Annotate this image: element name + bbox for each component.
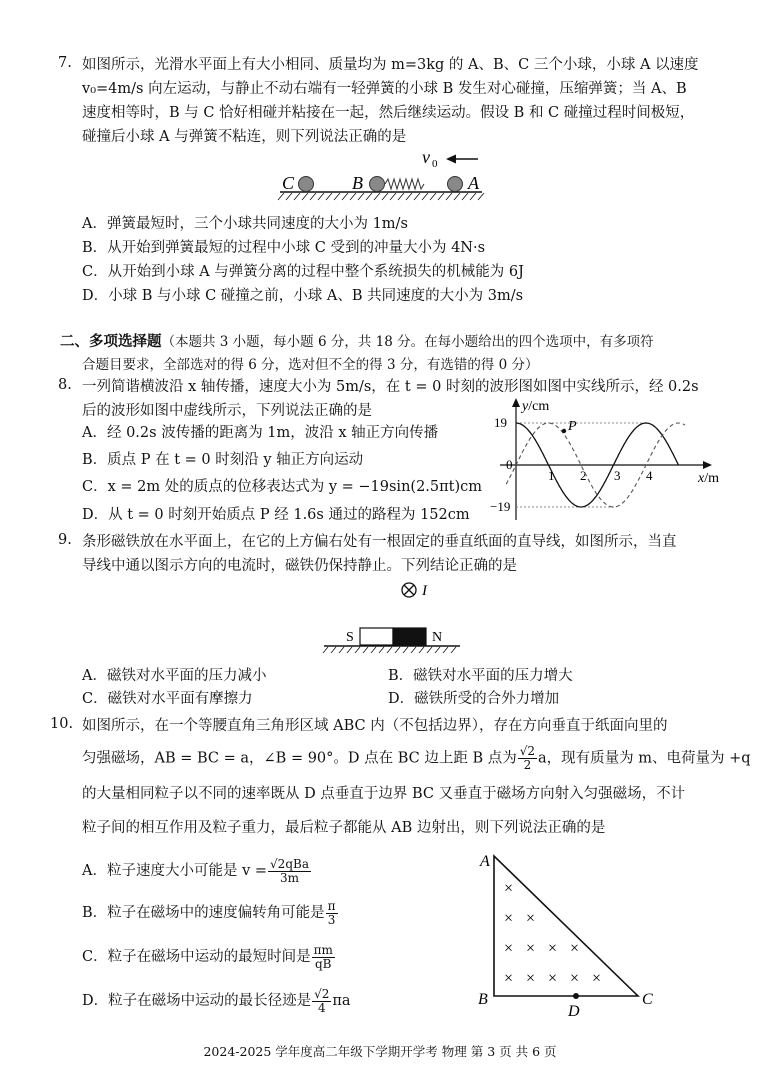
q7-figure: [270, 142, 490, 208]
ball-b: [370, 177, 385, 192]
y-axis-label: y/cm: [522, 399, 550, 414]
q7-option-d: D．小球 B 与小球 C 碰撞之前，小球 A、B 共同速度的大小为 3m/s: [82, 288, 524, 304]
field-cross-icon: ×: [570, 940, 580, 957]
x-tick-2: 2: [580, 468, 587, 483]
magnet-n-pole: [393, 628, 426, 645]
q9-stem-line2: 导线中通以图示方向的电流时，磁铁仍保持静止。下列结论正确的是: [82, 558, 517, 574]
q10-triangle-figure: [470, 848, 670, 1020]
field-cross-icon: ×: [526, 940, 536, 957]
ground-hatch: [278, 193, 484, 200]
q7-number: 7.: [58, 55, 72, 71]
q9-figure: [320, 578, 470, 658]
point-d-label: D: [568, 1003, 580, 1020]
x-tick-3: 3: [614, 468, 621, 483]
y-tick-19: 19: [494, 415, 507, 430]
point-p: [562, 429, 566, 433]
q8-wave-graph: [480, 394, 735, 522]
field-cross-icon: ×: [504, 970, 514, 987]
field-cross-icon: ×: [548, 940, 558, 957]
q10-option-b: B．粒子在磁场中的速度偏转角可能是 $\frac{\pi}{3}$: [82, 898, 336, 927]
ball-b-label: B: [352, 173, 363, 193]
field-cross-icon: ×: [570, 970, 580, 987]
q10-option-b-fraction: $\frac{\pi}{3}$: [327, 898, 336, 927]
q10-stem-line4: 粒子间的相互作用及粒子重力，最后粒子都能从 AB 边射出，则下列说法正确的是: [82, 820, 606, 836]
section2-title: 二、多项选择题: [60, 333, 162, 350]
page-footer: 2024-2025 学年度高二年级下学期开学考 物理 第 3 页 共 6 页: [203, 1044, 557, 1059]
q10-stem-line2: 匀强磁场，AB = BC = a，∠B = 90°。D 点在 BC 边上距 B 点为 $\frac{√2}{2}$ a，现有质量为 m、电荷量为 +q: [82, 744, 751, 772]
vertex-a-label: A: [480, 853, 490, 870]
point-d: [573, 993, 579, 999]
q10-option-d-fraction: $\frac{√2}{4}$: [314, 986, 330, 1015]
field-cross-icon: ×: [504, 940, 514, 957]
magnetic-field-crosses: [504, 880, 601, 987]
q9-option-a: A．磁铁对水平面的压力减小: [82, 668, 267, 684]
section2-note-line1: （本题共 3 小题，每小题 6 分，共 18 分。在每小题给出的四个选项中，有多项符: [161, 334, 654, 350]
ball-c-label: C: [282, 173, 295, 193]
q10-option-a: A．粒子速度大小可能是 v = $\frac{\text{√2qBa}}{3m}$: [82, 856, 309, 885]
x-tick-4: 4: [646, 468, 653, 483]
ball-a-label: A: [468, 173, 479, 193]
q9-option-c: C．磁铁对水平面有摩擦力: [82, 691, 253, 707]
q7-option-a: A．弹簧最短时，三个小球共同速度的大小为 1m/s: [82, 216, 408, 232]
field-cross-icon: ×: [526, 910, 536, 927]
q8-stem-line1: 一列简谐横波沿 x 轴传播，速度大小为 5m/s，在 t = 0 时刻的波形图如图中实线所示，经 0.2s: [82, 379, 699, 395]
ball-a: [448, 177, 463, 192]
q9-option-b: B．磁铁对水平面的压力增大: [388, 668, 573, 684]
q9-stem-line1: 条形磁铁放在水平面上，在它的上方偏右处有一根固定的垂直纸面的直导线，如图所示，当直: [82, 534, 677, 550]
q8-number: 8.: [58, 377, 72, 393]
q10-stem-line3: 的大量相同粒子以不同的速率既从 D 点垂直于边界 BC 又垂直于磁场方向射入匀强磁场，不计: [82, 786, 686, 802]
q10-option-d: D．粒子在磁场中运动的最长径迹是 $\frac{√2}{4}$ πa: [82, 986, 351, 1015]
ball-c: [299, 177, 314, 192]
x-axis-arrow: [703, 461, 712, 469]
v0-arrowhead: [446, 155, 456, 164]
field-cross-icon: ×: [548, 970, 558, 987]
current-label: I: [422, 583, 427, 599]
q10-option-c: C．粒子在磁场中运动的最短时间是 $\frac{\pi m}{qB}$: [82, 942, 333, 971]
point-p-label: P: [568, 419, 577, 434]
q7-stem-line3: 速度相等时，B 与 C 恰好相碰并粘接在一起，然后继续运动。假设 B 和 C 碰撞过程时间极短，: [82, 105, 695, 121]
q8-option-b: B．质点 P 在 t = 0 时刻沿 y 轴正方向运动: [82, 452, 364, 468]
table-hatch: [323, 647, 456, 653]
q7-option-c: C．从开始到小球 A 与弹簧分离的过程中整个系统损失的机械能为 6J: [82, 264, 524, 280]
triangle-abc: [494, 856, 638, 996]
q9-number: 9.: [58, 532, 72, 548]
q10-option-c-fraction: $\frac{\pi m}{qB}$: [313, 942, 333, 971]
v0-subscript: 0: [432, 158, 438, 170]
spring: [385, 179, 424, 189]
q10-number: 10.: [50, 716, 74, 732]
q9-option-d: D．磁铁所受的合外力增加: [388, 691, 560, 707]
q8-option-a: A．经 0.2s 波传播的距离为 1m，波沿 x 轴正方向传播: [82, 425, 439, 441]
field-cross-icon: ×: [592, 970, 602, 987]
vertex-c-label: C: [642, 991, 653, 1008]
q10-option-a-fraction: $\frac{\text{√2qBa}}{3m}$: [270, 856, 309, 885]
q7-stem-line4: 碰撞后小球 A 与弹簧不粘连，则下列说法正确的是: [82, 129, 407, 145]
magnet-n-label: N: [432, 630, 443, 645]
vertex-b-label: B: [478, 991, 488, 1008]
field-cross-icon: ×: [504, 910, 514, 927]
y-axis-arrow: [512, 398, 520, 407]
field-cross-icon: ×: [526, 970, 536, 987]
field-cross-icon: ×: [504, 880, 514, 897]
y-tick-neg19: −19: [490, 499, 511, 514]
v0-label: v: [422, 147, 430, 167]
q10-stem-line1: 如图所示，在一个等腰直角三角形区域 ABC 内（不包括边界），存在方向垂直于纸面向里的: [82, 718, 668, 734]
x-tick-1: 1: [548, 468, 555, 483]
magnet-s-pole: [360, 628, 393, 645]
magnet-s-label: S: [346, 630, 354, 645]
section2-note-line2: 合题目要求，全部选对的得 6 分，选对但不全的得 3 分，有选错的得 0 分）: [82, 357, 539, 373]
q10-fraction-db: $\frac{√2}{2}$: [519, 744, 536, 772]
q7-stem-line1: 如图所示，光滑水平面上有大小相同、质量均为 m=3kg 的 A、B、C 三个小球，小球 A 以速度: [82, 57, 699, 73]
q8-stem-line2: 后的波形如图中虚线所示，下列说法正确的是: [82, 403, 372, 419]
q7-stem-line2: v₀=4m/s 向左运动，与静止不动右端有一轻弹簧的小球 B 发生对心碰撞，压缩弹簧；当 A、B: [82, 81, 687, 97]
q8-option-d: D．从 t = 0 时刻开始质点 P 经 1.6s 通过的路程为 152cm: [82, 507, 470, 523]
origin-label: 0: [506, 457, 513, 472]
q7-option-b: B．从开始到弹簧最短的过程中小球 C 受到的冲量大小为 4N·s: [82, 240, 486, 256]
x-axis-label: x/m: [698, 471, 719, 486]
q8-option-c: C．x = 2m 处的质点的位移表达式为 y = −19sin(2.5πt)cm: [82, 479, 483, 495]
section2-header: [60, 330, 654, 351]
